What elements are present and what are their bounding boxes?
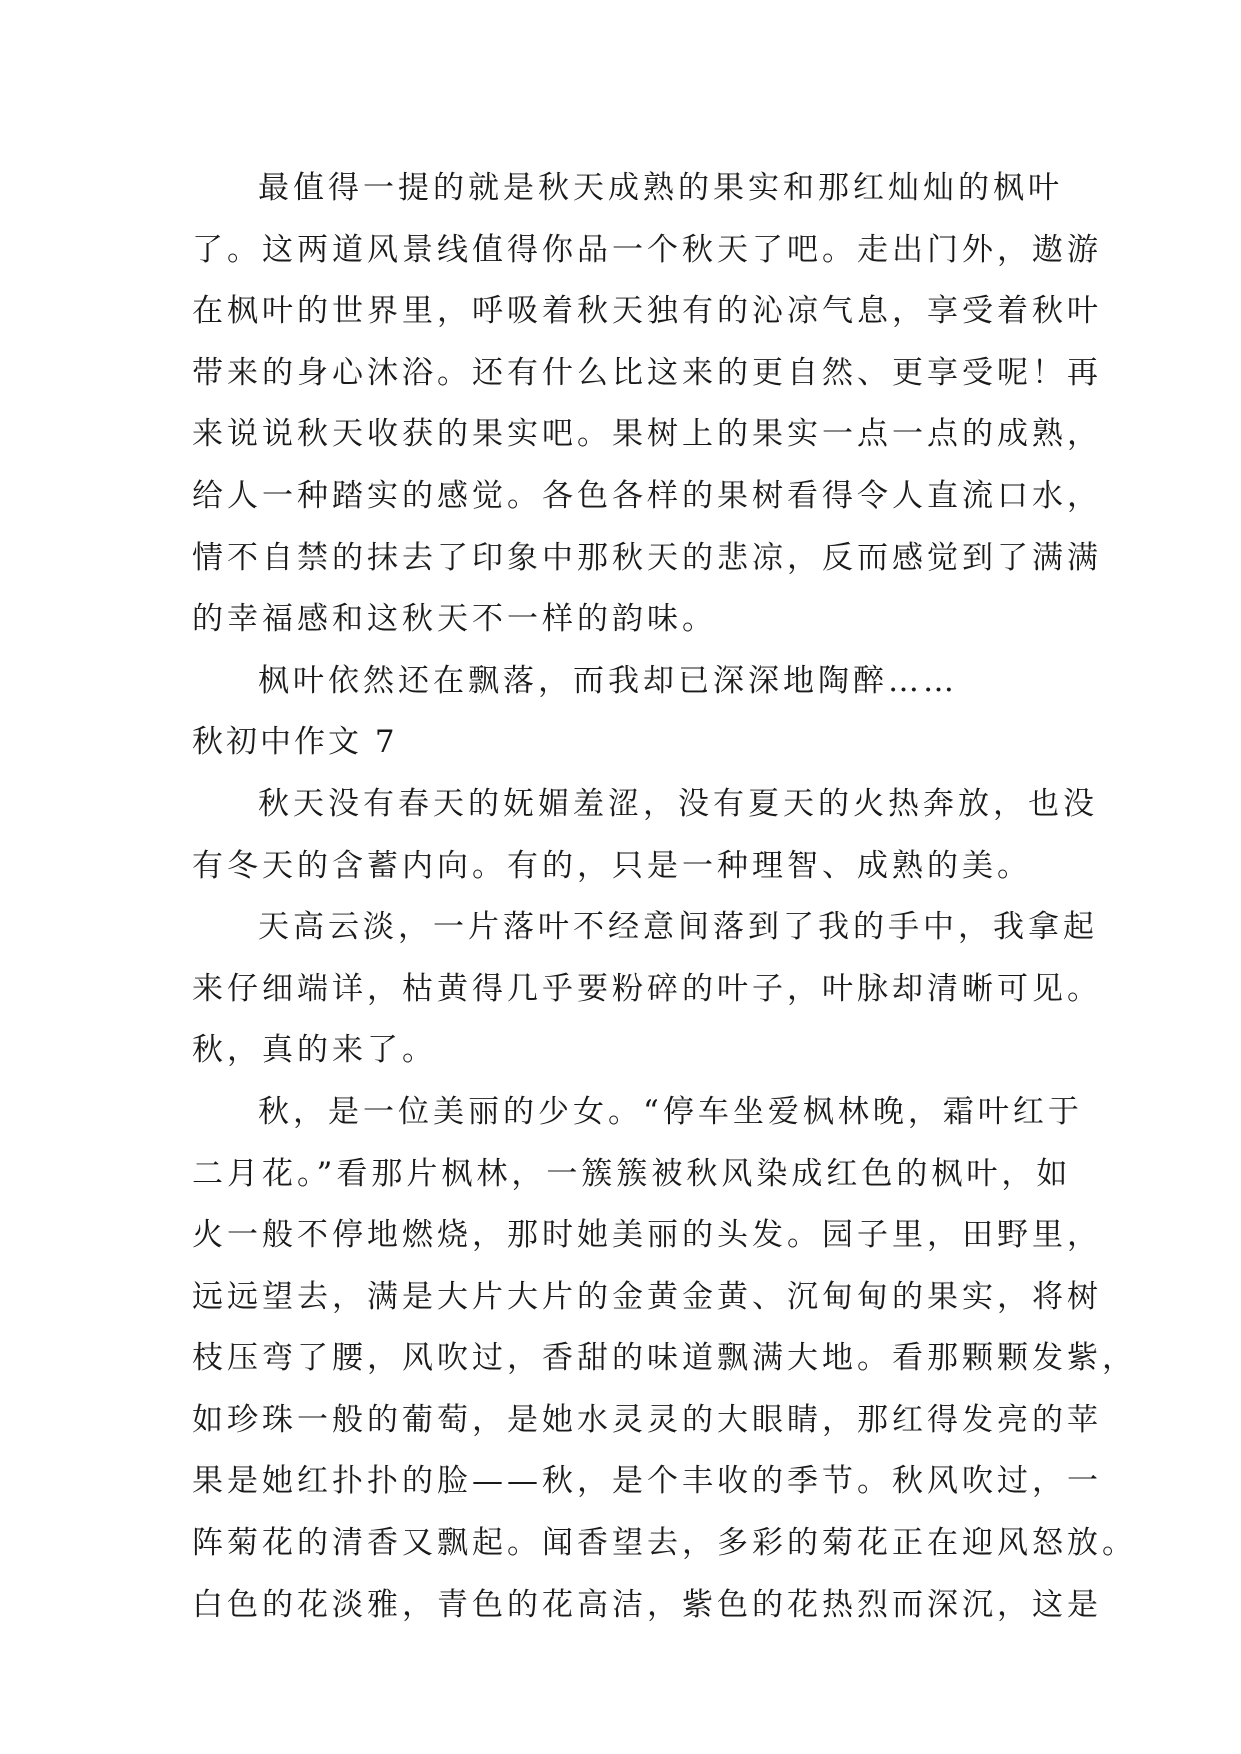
paragraph-line: 了。这两道风景线值得你品一个秋天了吧。走出门外，遨游 — [192, 231, 1102, 268]
paragraph-line: 情不自禁的抹去了印象中那秋天的悲凉，反而感觉到了满满 — [192, 539, 1102, 576]
paragraph-line: 如珍珠一般的葡萄，是她水灵灵的大眼睛，那红得发亮的苹 — [192, 1401, 1102, 1438]
paragraph-line: 来说说秋天收获的果实吧。果树上的果实一点一点的成熟， — [192, 416, 1102, 453]
paragraph-line: 秋，真的来了。 — [192, 1032, 437, 1069]
paragraph-line: 枝压弯了腰，风吹过，香甜的味道飘满大地。看那颗颗发紫， — [192, 1340, 1137, 1377]
paragraph-line: 的幸福感和这秋天不一样的韵味。 — [192, 601, 717, 638]
paragraph-line: 火一般不停地燃烧，那时她美丽的头发。园子里，田野里， — [192, 1217, 1102, 1254]
paragraph-line: 枫叶依然还在飘落，而我却已深深地陶醉…… — [258, 662, 958, 699]
paragraph-line: 秋，是一位美丽的少女。“停车坐爱枫林晚，霜叶红于 — [258, 1093, 1083, 1130]
paragraph-line: 二月花。”看那片枫林，一簇簇被秋风染成红色的枫叶，如 — [192, 1155, 1072, 1192]
paragraph-line: 天高云淡，一片落叶不经意间落到了我的手中，我拿起 — [258, 909, 1098, 946]
paragraph-line: 来仔细端详，枯黄得几乎要粉碎的叶子，叶脉却清晰可见。 — [192, 970, 1102, 1007]
paragraph-line: 有冬天的含蓄内向。有的，只是一种理智、成熟的美。 — [192, 847, 1032, 884]
section-heading: 秋初中作文 7 — [192, 724, 398, 761]
paragraph-line: 白色的花淡雅，青色的花高洁，紫色的花热烈而深沉，这是 — [192, 1586, 1102, 1623]
document-body — [192, 158, 1137, 1636]
paragraph-line: 果是她红扑扑的脸——秋，是个丰收的季节。秋风吹过，一 — [192, 1463, 1102, 1500]
paragraph-line: 远远望去，满是大片大片的金黄金黄、沉甸甸的果实，将树 — [192, 1278, 1102, 1315]
paragraph-line: 在枫叶的世界里，呼吸着秋天独有的沁凉气息，享受着秋叶 — [192, 293, 1102, 330]
paragraph-line: 给人一种踏实的感觉。各色各样的果树看得令人直流口水， — [192, 477, 1102, 514]
paragraph-line: 秋天没有春天的妩媚羞涩，没有夏天的火热奔放，也没 — [258, 785, 1098, 822]
paragraph-line: 阵菊花的清香又飘起。闻香望去，多彩的菊花正在迎风怒放。 — [192, 1525, 1137, 1562]
paragraph-line: 最值得一提的就是秋天成熟的果实和那红灿灿的枫叶 — [258, 170, 1063, 206]
paragraph-line: 带来的身心沐浴。还有什么比这来的更自然、更享受呢！再 — [192, 354, 1102, 391]
